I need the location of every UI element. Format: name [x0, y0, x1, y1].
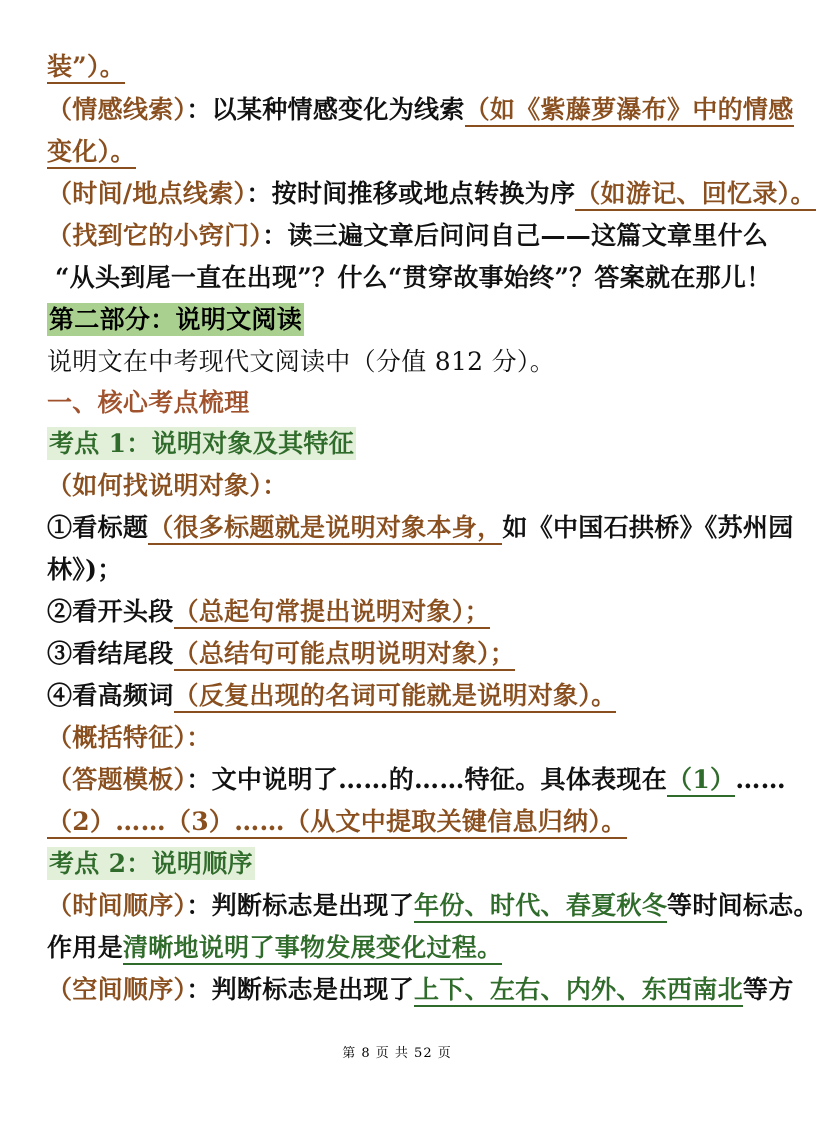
text-line — [47, 765, 786, 795]
body-text: 等时间标志。 — [667, 891, 819, 920]
text-line — [47, 471, 288, 501]
term-label: （情感线索） — [47, 95, 187, 124]
text-line — [55, 263, 772, 293]
point-heading — [47, 849, 255, 879]
text-line — [47, 639, 515, 669]
body-text: 说明文在中考现代文阅读中（分值 812 分）。 — [47, 347, 556, 376]
text-line — [47, 555, 123, 585]
body-text: “从头到尾一直在出现”？什么“贯穿故事始终”？答案就在那儿！ — [55, 263, 772, 292]
body-text: ：读三遍文章后问问自己——这篇文章里什么 — [262, 221, 769, 250]
body-text: ：以某种情感变化为线索 — [186, 95, 465, 124]
answer-text: （反复出现的名词可能就是说明对象）。 — [174, 681, 617, 713]
answer-text: 上下、左右、内外、东西南北 — [414, 975, 743, 1007]
text-line — [47, 347, 555, 377]
section-heading — [47, 305, 304, 335]
subheading-text: 一、核心考点梳理 — [47, 388, 250, 417]
answer-text: （2）……（3）……（从文中提取关键信息归纳）。 — [47, 807, 627, 839]
term-label: （时间顺序） — [47, 891, 187, 920]
text-line — [47, 597, 490, 627]
text-line — [47, 52, 125, 82]
answer-text: （如《紫藤萝瀑布》中的情感 — [465, 95, 794, 127]
text-line — [47, 681, 616, 711]
text-line — [47, 891, 819, 921]
body-text: 作用是 — [47, 933, 123, 962]
text-line — [47, 513, 794, 543]
answer-text: 变化）。 — [47, 137, 136, 169]
answer-text: （总起句常提出说明对象）； — [174, 597, 490, 629]
term-label: （时间/地点线索） — [47, 179, 247, 208]
body-text: ：文中说明了……的……特征。具体表现在 — [186, 765, 668, 794]
point-title: 考点 1：说明对象及其特征 — [49, 429, 354, 458]
answer-text: 年份、时代、春夏秋冬 — [414, 891, 667, 923]
text-line — [47, 723, 212, 753]
body-text: 如《中国石拱桥》《苏州园 — [502, 513, 794, 542]
body-text: ：判断标志是出现了 — [186, 891, 415, 920]
answer-text: （如游记、回忆录）。 — [575, 179, 816, 211]
term-label: （答题模板） — [47, 765, 187, 794]
answer-text: （总结句可能点明说明对象）； — [174, 639, 516, 671]
body-text: ②看开头段 — [47, 597, 174, 626]
answer-text: 清晰地说明了事物发展变化过程。 — [123, 933, 503, 965]
body-text: ：按时间推移或地点转换为序 — [246, 179, 576, 208]
text-line — [47, 95, 794, 125]
page-number: 第 8 页 共 52 页 — [342, 1046, 452, 1061]
body-text: …… — [735, 765, 786, 794]
section-title: 第二部分：说明文阅读 — [49, 305, 303, 334]
body-text: ④看高频词 — [47, 681, 174, 710]
text-line — [47, 137, 136, 167]
answer-text: 装”）。 — [47, 52, 125, 84]
body-text: 等方 — [742, 975, 794, 1004]
text-line — [47, 975, 794, 1005]
body-text: 林》)； — [47, 555, 123, 584]
term-label: （概括特征）： — [47, 723, 212, 752]
term-label: （找到它的小窍门） — [47, 221, 263, 250]
term-label: （如何找说明对象）： — [47, 471, 288, 500]
subheading — [47, 388, 249, 418]
body-text: ①看标题 — [47, 513, 149, 542]
body-text: ③看结尾段 — [47, 639, 174, 668]
answer-text: （很多标题就是说明对象本身， — [148, 513, 502, 545]
text-line — [47, 221, 768, 251]
text-line — [47, 179, 816, 209]
text-line — [47, 807, 627, 837]
body-text: ：判断标志是出现了 — [186, 975, 415, 1004]
point-heading — [47, 429, 356, 459]
text-line — [47, 933, 502, 963]
term-label: （空间顺序） — [47, 975, 187, 1004]
answer-blank: （1） — [667, 765, 735, 797]
point-title: 考点 2：说明顺序 — [49, 849, 253, 878]
